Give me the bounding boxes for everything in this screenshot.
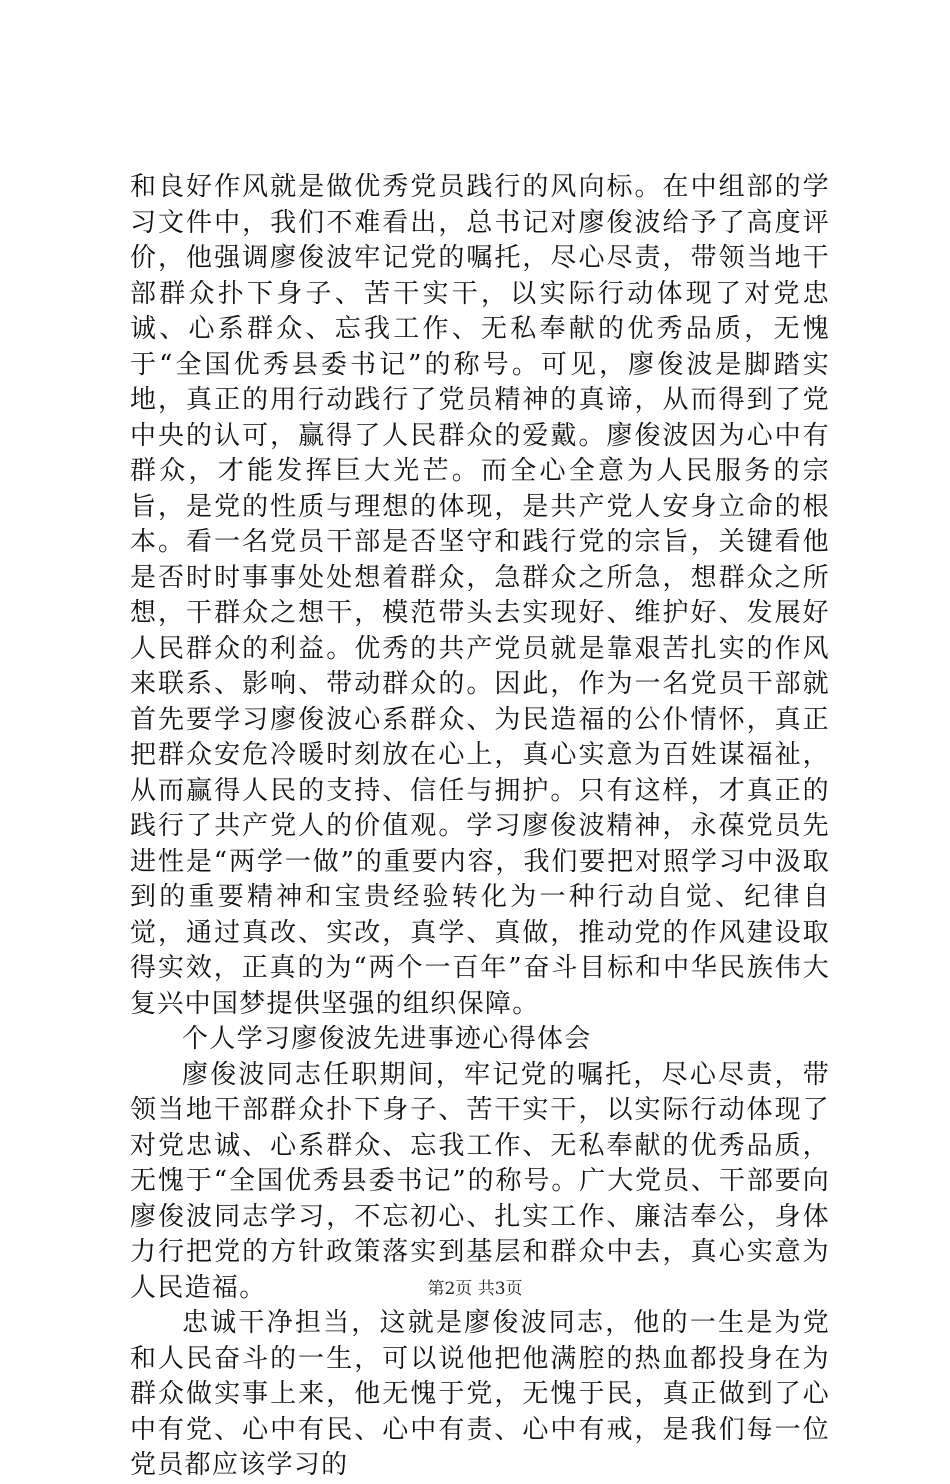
section-title: 个人学习廖俊波先进事迹心得体会	[182, 1024, 592, 1054]
body-paragraph-2: 廖俊波同志任职期间，牢记党的嘱托，尽心尽责，带领当地干部群众扑下身子、苦干实干，以实际行动体现了对党忠诚、心系群众、忘我工作、无私奉献的优秀品质，无愧于“全国优秀县委书记”的称号。广大党员、干部要向廖俊波同志学习，不忘初心、扎实工作、廉洁奉公，身体力行把党的方针政策落实到基层和群众中去，真心实意为人民造福。	[130, 1059, 830, 1303]
body-paragraph-3: 忠诚干净担当，这就是廖俊波同志，他的一生是为党和人民奋斗的一生，可以说他把他满腔的热血都投身在为群众做实事上来，他无愧于党，无愧于民，真正做到了心中有党、心中有民、心中有责、心中有戒，是我们每一位党员都应该学习的	[130, 1308, 830, 1480]
page-number-footer: 第2页 共3页	[427, 1279, 523, 1299]
body-paragraph-1: 和良好作风就是做优秀党员践行的风向标。在中组部的学习文件中，我们不难看出，总书记对廖俊波给予了高度评价，他强调廖俊波牢记党的嘱托，尽心尽责，带领当地干部群众扑下身子、苦干实干，以实际行动体现了对党忠诚、心系群众、忘我工作、无私奉献的优秀品质，无愧于“全国优秀县委书记”的称号。可见，廖俊波是脚踏实地，真正的用行动践行了党员精神的真谛，从而得到了党中央的认可，赢得了人民群众的爱戴。廖俊波因为心中有群众，才能发挥巨大光芒。而全心全意为人民服务的宗旨，是党的性质与理想的体现，是共产党人安身立命的根本。看一名党员干部是否坚守和践行党的宗旨，关键看他是否时时事事处处想着群众，急群众之所急，想群众之所想，干群众之想干，模范带头去实现好、维护好、发展好人民群众的利益。优秀的共产党员就是靠艰苦扎实的作风来联系、影响、带动群众的。因此，作为一名党员干部就首先要学习廖俊波心系群众、为民造福的公仆情怀，真正把群众安危冷暖时刻放在心上，真心实意为百姓谋福祉，从而赢得人民的支持、信任与拥护。只有这样，才真正的践行了共产党人的价值观。学习廖俊波精神，永葆党员先进性是“两学一做”的重要内容，我们要把对照学习中汲取到的重要精神和宝贵经验转化为一种行动自觉、纪律自觉，通过真改、实改，真学、真做，推动党的作风建设取得实效，正真的为“两个一百年”奋斗目标和中华民族伟大复兴中国梦提供坚强的组织保障。	[130, 172, 830, 1019]
